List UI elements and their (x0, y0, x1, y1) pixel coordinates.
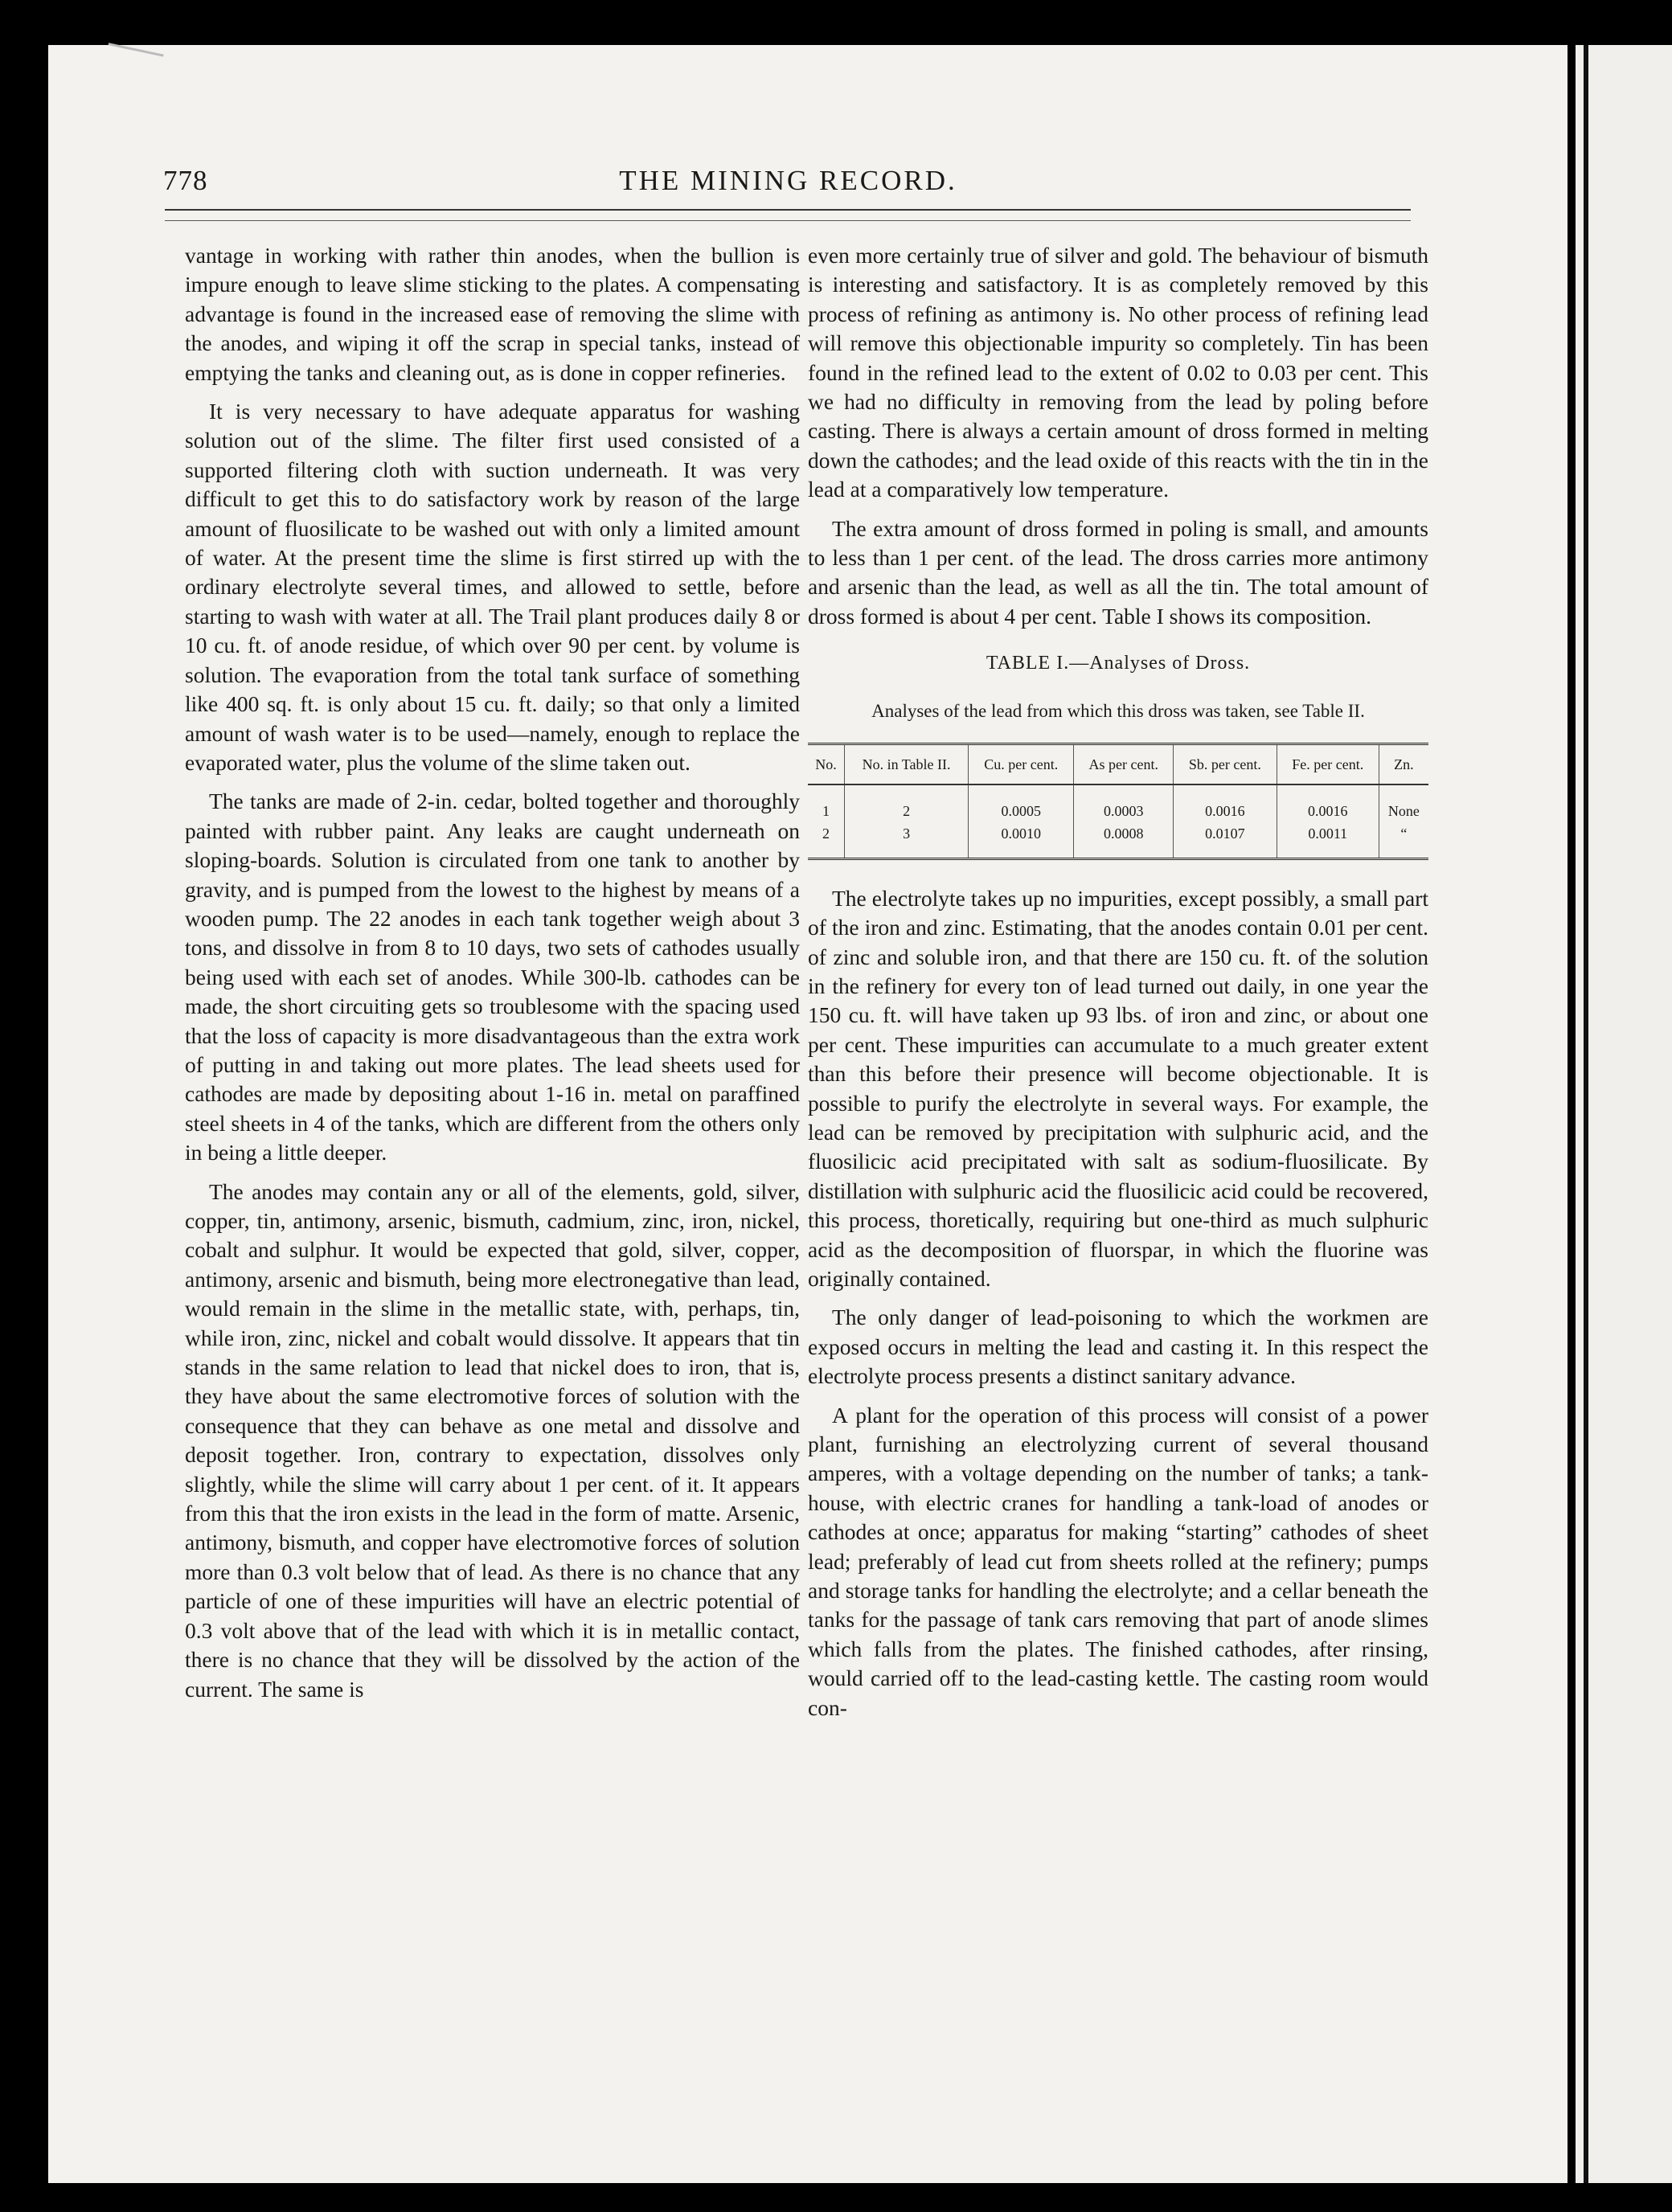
table-header-cell: Sb. per cent. (1174, 743, 1277, 784)
paragraph: The tanks are made of 2-in. cedar, bolted together and thoroughly painted with rubber paint. Any leaks are caught underneath on sloping-boards. Solution is circulated from one tank to another by gravity, and is pumped from the lowest to the highest by means of a wooden pump. The 22 anodes in each tank together weigh about 3 tons, and dissolve in from 8 to 10 days, two sets of cathodes usually being used with each set of anodes. While 300-lb. cathodes can be made, the short circuiting gets so troublesome with the spacing used that the loss of capacity is more disadvantageous than the extra work of putting in and taking out more plates. The lead sheets used for cathodes are made by depositing about 1-16 in. metal on paraffined steel sheets in 4 of the tanks, which are different from the others only in being a little deeper. (185, 789, 800, 1165)
table-cell: 0.0016 (1174, 784, 1277, 822)
table-cell: 0.0011 (1277, 822, 1379, 859)
running-title: THE MINING RECORD. (619, 165, 957, 196)
table-cell: 0.0008 (1074, 822, 1174, 859)
paragraph: It is very necessary to have adequate apparatus for washing solution out of the slime. The filter first used consisted of a supported filtering cloth with suction underneath. It was very difficult to get this to do satisfactory work by reason of the large amount of fluosilicate to be washed out with only a limited amount of water. At the present time the slime is first stirred up with the ordinary electrolyte several times, and allowed to settle, before starting to wash with water at all. The Trail plant produces daily 8 or 10 cu. ft. of anode residue, of which over 90 per cent. by volume is solution. The evaporation from the total tank surface of something like 400 sq. ft. is only about 15 cu. ft. daily; so that only a limited amount of wash water is to be used—namely, enough to replace the evaporated water, plus the volume of the slime taken out. (185, 399, 800, 775)
table-header-cell: Fe. per cent. (1277, 743, 1379, 784)
page-number: 778 (163, 165, 208, 196)
table-cell: 0.0016 (1277, 784, 1379, 822)
dross-table-block (808, 649, 1428, 859)
adjacent-page-edge (1576, 45, 1672, 2183)
table-header-cell: Zn. (1379, 743, 1428, 784)
table-cell: 0.0010 (969, 822, 1074, 859)
paragraph: even more certainly true of silver and gold. The behaviour of bismuth is interesting and satisfactory. It is as completely removed by this process of refining as antimony is. No other process of refining lead will remove this objectionable impurity so completely. Tin has been found in the refined lead to the extent of 0.02 to 0.03 per cent. This we had no difficulty in removing from the lead by poling before casting. There is always a certain amount of dross formed in melting down the cathodes; and the lead oxide of this reacts with the tin in the lead at a comparatively low temperature. (808, 243, 1428, 502)
paragraph: The anodes may contain any or all of the elements, gold, silver, copper, tin, antimony, arsenic, bismuth, cadmium, zinc, iron, nickel, cobalt and sulphur. It would be expected that gold, silver, copper, antimony, arsenic and bismuth, being more electronegative than lead, would remain in the slime in the metallic state, with, perhaps, tin, while iron, zinc, nickel and cobalt would dissolve. It appears that tin stands in the same relation to lead that nickel does to iron, that is, they have about the same electromotive forces of solution with the consequence that they can behave as one metal and dissolve and deposit together. Iron, contrary to expectation, dissolves only slightly, while the slime will carry about 1 per cent. of it. It appears from this that the iron exists in the lead in the form of matte. Arsenic, antimony, bismuth, and copper have electromotive forces of solution more than 0.3 volt below that of lead. As there is no chance that any particle of one of these impurities will have an electric potential of 0.3 volt above that of the lead with which it is in metallic contact, there is no chance that they will be dissolved by the action of the current. The same is (185, 1178, 800, 1702)
header-rule-thin (165, 220, 1411, 221)
table-note: Analyses of the lead from which this dross was taken, see Table II. (871, 700, 1365, 721)
table-cell: 0.0005 (969, 784, 1074, 822)
table-cell: None (1387, 802, 1420, 819)
dross-analysis-table (808, 743, 1428, 860)
paragraph: The only danger of lead-poisoning to which the workmen are exposed occurs in melting the lead and casting it. In this respect the electrolyte process presents a distinct sanitary advance. (808, 1305, 1428, 1389)
table-cell: 2 (808, 822, 844, 859)
left-column (185, 241, 800, 1714)
table-header-cell: No. (808, 743, 844, 784)
table-header-cell: No. in Table II. (844, 743, 968, 784)
table-title: TABLE I.—Analyses of Dross. (986, 653, 1251, 674)
table-cell: 0.0107 (1174, 822, 1277, 859)
table-header-row (808, 743, 1428, 784)
paragraph: The electrolyte takes up no impurities, except possibly, a small part of the iron and zinc. Estimating, that the anodes contain 0.01 per cent. of zinc and soluble iron, and that there are 150 cu. ft. of the solution in the refinery for every ton of lead turned out daily, in one year the 150 cu. ft. will have taken up 93 lbs. of iron and zinc, or about one per cent. These impurities can accumulate to a much greater extent than this before their presence will become objectionable. It is possible to purify the electrolyte in several ways. For example, the lead can be removed by precipitation with sulphuric acid, and the fluosilicic acid precipitated with salt as sodium-fluosilicate. By distillation with sulphuric acid the fluosilicic acid could be recovered, this process, thoretically, requiring but one-third as much sulphuric acid as the decomposition of fluorspar, in which the fluorine was originally contained. (808, 885, 1428, 1291)
table-cell: 3 (844, 822, 968, 859)
page-header (163, 165, 1413, 197)
table-cell: 1 (808, 784, 844, 822)
table-row (808, 822, 1428, 859)
table-cell: “ (1400, 825, 1408, 842)
table-cell: 0.0003 (1074, 784, 1174, 822)
paragraph: A plant for the operation of this process will consist of a power plant, furnishing an electrolyzing current of several thousand amperes, with a voltage depending on the number of tanks; a tank-house, with electric cranes for handling a tank-load of anodes or cathodes at once; apparatus for making “starting” cathodes of sheet lead; preferably of lead cut from sheets rolled at the refinery; pumps and storage tanks for handling the electrolyte; and a cellar beneath the tanks for the passage of tank cars removing that part of anode slimes which falls from the plates. The finished cathodes, after rinsing, would carried off to the lead-casting kettle. The casting room would con- (808, 1402, 1428, 1720)
table-cell: 2 (844, 784, 968, 822)
right-column (808, 241, 1428, 1732)
table-header-cell: As per cent. (1074, 743, 1174, 784)
table-row (808, 784, 1428, 822)
table-header-cell: Cu. per cent. (969, 743, 1074, 784)
paragraph: The extra amount of dross formed in poling is small, and amounts to less than 1 per cent. of the lead. The dross carries more antimony and arsenic than the lead, as well as all the tin. The total amount of dross formed is about 4 per cent. Table I shows its composition. (808, 515, 1428, 629)
paragraph: vantage in working with rather thin anodes, when the bullion is impure enough to leave slime sticking to the plates. A compensating advantage is found in the increased ease of removing the slime with the anodes, and wiping it off the scrap in special tanks, instead of emptying the tanks and cleaning out, as is done in copper refineries. (185, 243, 800, 385)
header-rule (165, 209, 1411, 211)
